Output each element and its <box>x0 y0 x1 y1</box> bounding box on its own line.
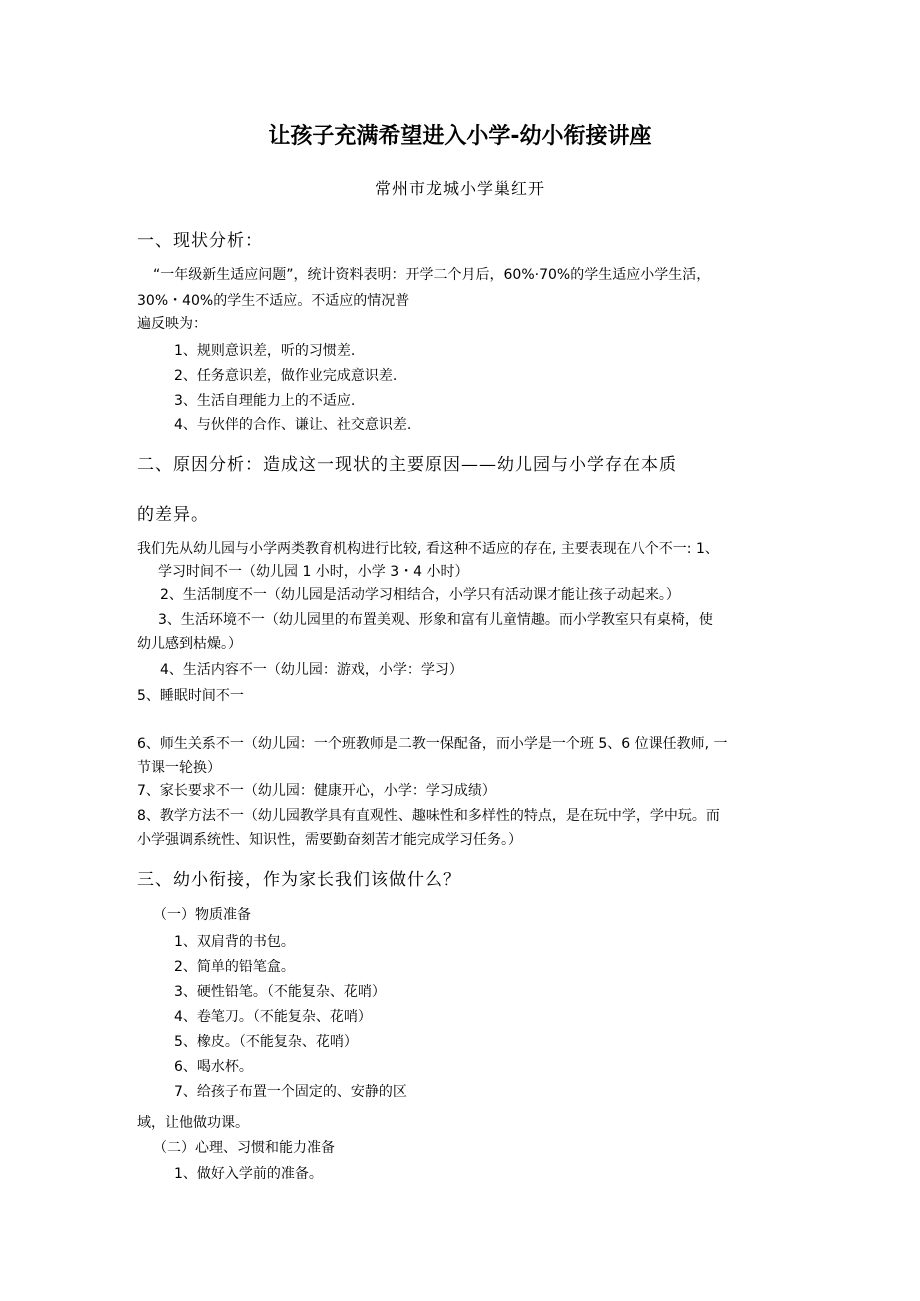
list-item: 1、双肩背的书包。 <box>174 934 295 950</box>
list-item: 3、硬性铅笔。（不能复杂、花哨） <box>174 984 386 1000</box>
paragraph-line: 3、生活环境不一（幼儿园里的布置美观、形象和富有儿童情趣。而小学教室只有桌椅，使 <box>158 612 713 628</box>
paragraph-line: 5、睡眠时间不一 <box>137 688 244 704</box>
paragraph-line: 幼儿感到枯燥。） <box>137 636 242 652</box>
section-1-heading: 一、现状分析： <box>137 231 263 251</box>
paragraph-line: 6、师生关系不一（幼儿园：一个班教师是二教一保配备，而小学是一个班 5、6 位课任教师, 一 <box>137 736 728 752</box>
paragraph-line: 我们先从幼儿园与小学两类教育机构进行比较, 看这种不适应的存在, 主要表现在八个不一: 1、 <box>137 541 719 557</box>
list-item: 4、与伙伴的合作、谦让、社交意识差. <box>174 417 412 433</box>
document-author: 常州市龙城小学巢红开 <box>374 179 545 198</box>
list-item: 2、简单的铅笔盒。 <box>174 959 295 975</box>
subsection-heading: （二）心理、习惯和能力准备 <box>153 1140 335 1156</box>
list-item: 3、生活自理能力上的不适应. <box>174 393 356 409</box>
list-item: 1、规则意识差，听的习惯差. <box>174 343 356 359</box>
paragraph-line: 4、生活内容不一（幼儿园：游戏，小学：学习） <box>160 662 463 678</box>
section-2-heading: 二、原因分析：造成这一现状的主要原因——幼儿园与小学存在本质 <box>137 455 677 475</box>
list-item: 7、给孩子布置一个固定的、安静的区 <box>174 1084 407 1100</box>
list-item: 2、任务意识差，做作业完成意识差. <box>174 368 398 384</box>
list-item: 4、卷笔刀。（不能复杂、花哨） <box>174 1009 372 1025</box>
section-1-paragraph-line: 30%・40%的学生不适应。不适应的情况普 <box>137 293 410 309</box>
document-title: 让孩子充满希望进入小学-幼小衔接讲座 <box>268 124 652 149</box>
paragraph-line: 2、生活制度不一（幼儿园是活动学习相结合，小学只有活动课才能让孩子动起来。） <box>160 587 680 603</box>
paragraph-line: 7、家长要求不一（幼儿园：健康开心，小学：学习成绩） <box>137 783 496 799</box>
paragraph-line: 小学强调系统性、知识性，需要勤奋刻苦才能完成学习任务。） <box>137 832 522 848</box>
section-1-paragraph-line: “一年级新生适应问题”，统计资料表明：开学二个月后，60%·70%的学生适应小学生活， <box>153 267 711 283</box>
paragraph-line: 8、教学方法不一（幼儿园教学具有直观性、趣味性和多样性的特点，是在玩中学，学中玩。而 <box>137 808 720 824</box>
list-item-continued: 域，让他做功课。 <box>137 1115 249 1131</box>
paragraph-line: 节课一轮换） <box>137 760 221 776</box>
list-item: 5、橡皮。（不能复杂、花哨） <box>174 1034 358 1050</box>
list-item: 1、做好入学前的准备。 <box>174 1166 323 1182</box>
section-2-heading-continued: 的差异。 <box>137 505 209 525</box>
section-3-heading: 三、幼小衔接，作为家长我们该做什么？ <box>137 870 461 890</box>
paragraph-line: 学习时间不一（幼儿园 1 小时，小学 3・4 小时） <box>158 564 469 580</box>
section-1-paragraph-line: 遍反映为： <box>137 316 207 332</box>
subsection-heading: （一）物质准备 <box>153 907 251 923</box>
list-item: 6、喝水杯。 <box>174 1059 253 1075</box>
